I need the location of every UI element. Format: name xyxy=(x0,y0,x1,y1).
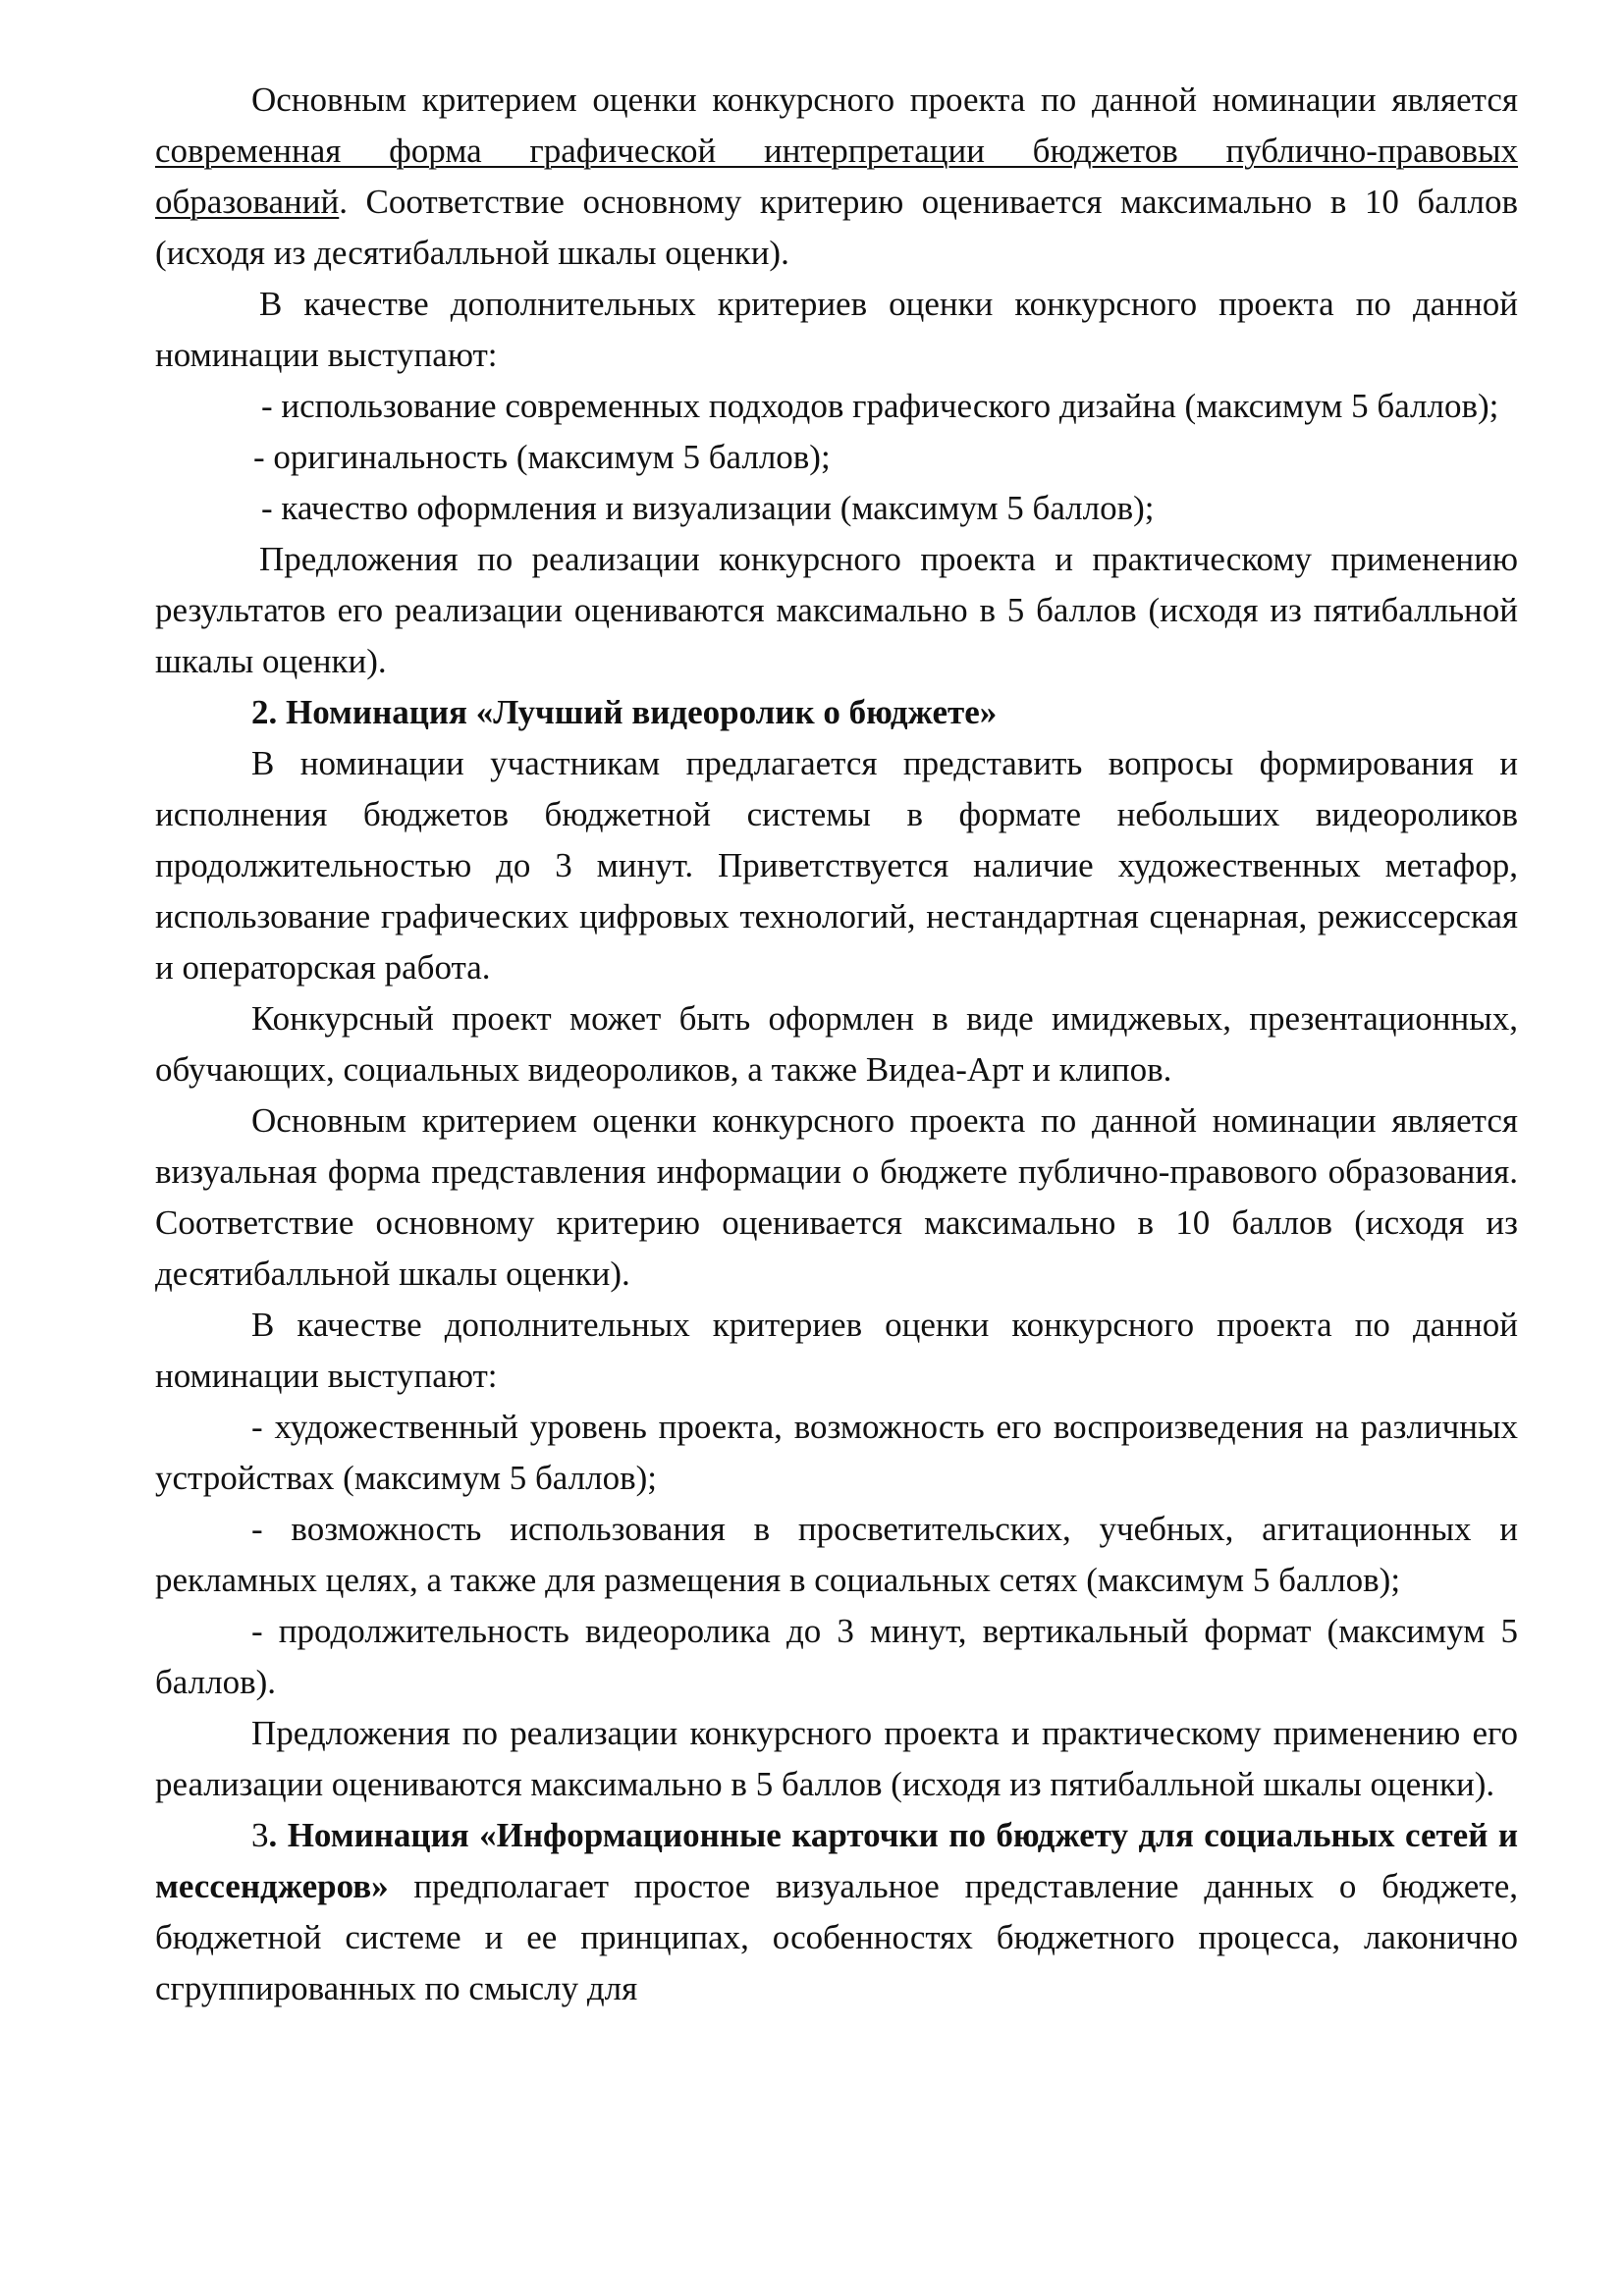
underlined-criterion: современная форма графической интерпретации бюджетов публично-правовых образований xyxy=(155,132,1518,221)
section-heading-cards: . Номинация «Информационные карточки по бюджету для социальных сетей и мессенджеров» xyxy=(155,1816,1518,1905)
list-item-quality: - качество оформления и визуализации (максимум 5 баллов); xyxy=(261,489,1155,527)
list-item-duration: - продолжительность видеоролика до 3 минут, вертикальный формат (максимум 5 баллов). xyxy=(155,1612,1518,1701)
paragraph-additional-criteria-1: В качестве дополнительных критериев оценки конкурсного проекта по данной номинации выступают: xyxy=(155,285,1518,374)
section-heading-video: 2. Номинация «Лучший видеоролик о бюджете» xyxy=(251,693,998,731)
list-item-modern-design: - использование современных подходов графического дизайна (максимум 5 баллов); xyxy=(261,387,1499,425)
list-item-artistic-level: - художественный уровень проекта, возможность его воспроизведения на различных устройствах (максимум 5 баллов); xyxy=(155,1408,1518,1497)
paragraph-text: предполагает простое визуальное представление данных о бюджете, бюджетной системе и ее принципах, особенностях бюджетного процесса, лаконично сгруппированных по смыслу для xyxy=(155,1867,1518,2007)
paragraph-cards-nomination xyxy=(155,1810,1518,2014)
paragraph-main-criterion-1 xyxy=(155,75,1518,279)
paragraph-text: . Соответствие основному критерию оценивается максимально в 10 баллов (исходя из десятибалльной шкалы оценки). xyxy=(155,183,1518,272)
paragraph-additional-criteria-2: В качестве дополнительных критериев оценки конкурсного проекта по данной номинации выступают: xyxy=(155,1306,1518,1395)
paragraph-main-criterion-2: Основным критерием оценки конкурсного проекта по данной номинации является визуальная форма представления информации о бюджете публично-правового образования. Соответствие основному критерию оценивается максимально в 10 баллов (исходя из десятибалльной шкалы оценки). xyxy=(155,1101,1518,1293)
paragraph-proposals-1: Предложения по реализации конкурсного проекта и практическому применению результатов его реализации оцениваются максимально в 5 баллов (исходя из пятибалльной шкалы оценки). xyxy=(155,540,1518,680)
list-item-originality: - оригинальность (максимум 5 баллов); xyxy=(253,438,831,476)
document-body xyxy=(155,75,1518,2014)
paragraph-video-formats: Конкурсный проект может быть оформлен в виде имиджевых, презентационных, обучающих, социальных видеороликов, а также Видеа-Арт и клипов. xyxy=(155,999,1518,1089)
paragraph-text: Основным критерием оценки конкурсного проекта по данной номинации является xyxy=(251,80,1518,119)
paragraph-video-description: В номинации участникам предлагается представить вопросы формирования и исполнения бюджетов бюджетной системы в формате небольших видеороликов продолжительностью до 3 минут. Приветствуется наличие художественных метафор, использование графических цифровых технологий, нестандартная сценарная, режиссерская и операторская работа. xyxy=(155,744,1518,987)
section-number: 3 xyxy=(251,1816,269,1854)
paragraph-proposals-2: Предложения по реализации конкурсного проекта и практическому применению его реализации оцениваются максимально в 5 баллов (исходя из пятибалльной шкалы оценки). xyxy=(155,1714,1518,1803)
list-item-usage: - возможность использования в просветительских, учебных, агитационных и рекламных целях, а также для размещения в социальных сетях (максимум 5 баллов); xyxy=(155,1510,1518,1599)
